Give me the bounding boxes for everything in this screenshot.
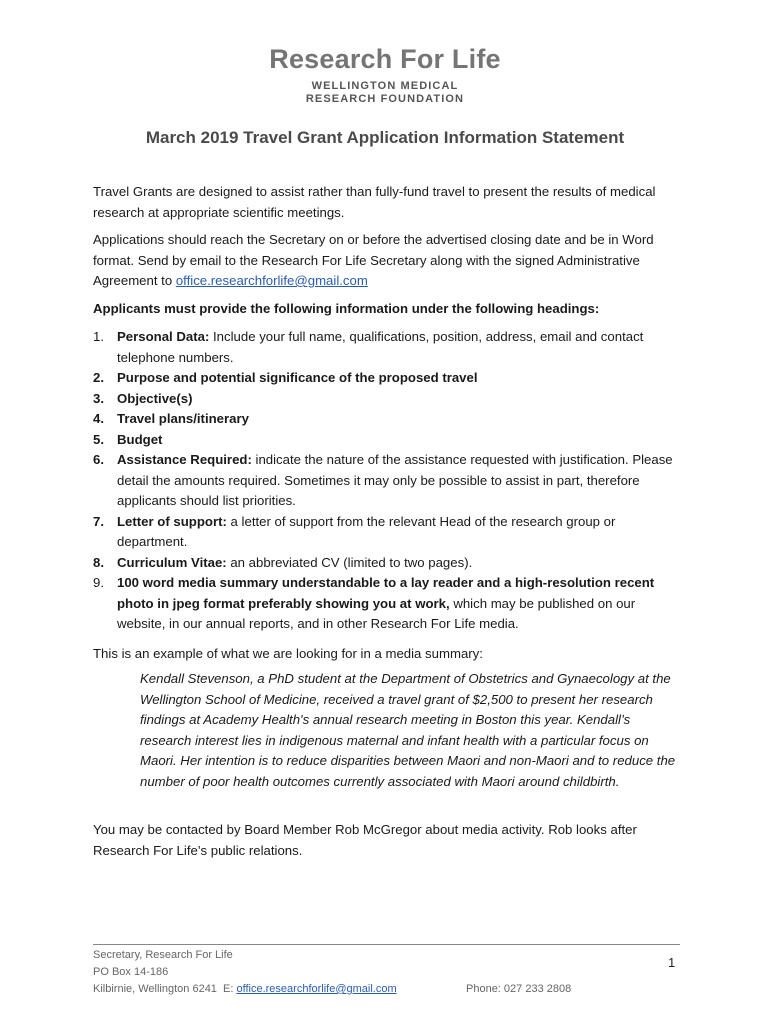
example-media-summary: Kendall Stevenson, a PhD student at the Department of Obstetrics and Gynaecology at the Wellington School of Medicine, received a travel grant of $2,500 to present her research findings at Academy Health's annual research meeting in Boston this year. Kendall’s research interest lies in indigenous maternal and infant health with a particular focus on Maori. Her intention is to reduce disparities between Maori and non-Maori and to reduce the number of poor health outcomes currently associated with Maori around childbirth. bbox=[140, 671, 676, 789]
list-item-text: indicate the nature of the assistance requested with justification. Please detail the amounts required. Sometimes it may only be possible to assist in part, therefore applicants should list priorities. bbox=[117, 452, 673, 508]
footer-divider bbox=[93, 944, 680, 945]
intro-paragraph: Travel Grants are designed to assist rather than fully-fund travel to present the results of medical research at appropriate scientific meetings. bbox=[93, 184, 656, 220]
footer-line-3 bbox=[93, 983, 397, 995]
footer-email-link[interactable]: office.researchforlife@gmail.com bbox=[236, 983, 397, 995]
submission-email-link[interactable]: office.researchforlife@gmail.com bbox=[175, 273, 368, 288]
list-item bbox=[93, 430, 683, 451]
list-item bbox=[93, 573, 683, 635]
list-item-heading: Assistance Required: bbox=[117, 452, 252, 467]
list-item-heading: Personal Data: bbox=[117, 329, 210, 344]
list-item-heading: 100 word media summary understandable to a lay reader and a high-resolution recent photo in jpeg format preferably showing you at work, bbox=[117, 575, 655, 611]
contact-paragraph: You may be contacted by Board Member Rob McGregor about media activity. Rob looks after Research For Life’s public relations. bbox=[93, 822, 637, 858]
list-item bbox=[93, 512, 683, 553]
logo-subtitle-line1: WELLINGTON MEDICAL bbox=[311, 80, 459, 92]
footer-phone: Phone: 027 233 2808 bbox=[466, 983, 572, 995]
list-item bbox=[93, 368, 683, 389]
list-item bbox=[93, 327, 683, 368]
example-intro: This is an example of what we are looking for in a media summary: bbox=[93, 646, 483, 661]
list-item-number: 9. bbox=[93, 575, 104, 590]
list-item-number: 6. bbox=[93, 452, 104, 467]
list-item-number: 1. bbox=[93, 329, 104, 344]
list-item-number: 8. bbox=[93, 554, 104, 570]
list-item-text: which may be published on our website, in our annual reports, and in other Research For Life media. bbox=[117, 595, 636, 631]
list-item-heading: Budget bbox=[117, 431, 163, 447]
list-item-number: 4. bbox=[93, 411, 104, 426]
document-title: March 2019 Travel Grant Application Information Statement bbox=[145, 128, 625, 147]
footer-line-1: Secretary, Research For Life bbox=[93, 949, 233, 961]
footer-address: Kilbirnie, Wellington 6241 E: bbox=[93, 983, 237, 995]
list-item-text: Include your full name, qualifications, position, address, email and contact telephone numbers. bbox=[117, 329, 644, 365]
list-item bbox=[93, 389, 683, 410]
list-item-text: an abbreviated CV (limited to two pages). bbox=[226, 554, 473, 570]
list-item-heading: Letter of support: bbox=[117, 513, 227, 529]
list-item-text: a letter of support from the relevant Head of the research group or department. bbox=[117, 513, 616, 549]
list-item bbox=[93, 450, 683, 512]
list-item-number: 3. bbox=[93, 390, 104, 406]
requirements-list bbox=[93, 327, 683, 635]
list-item-number: 5. bbox=[93, 431, 104, 447]
list-item-heading: Curriculum Vitae: bbox=[117, 554, 227, 570]
headings-intro: Applicants must provide the following information under the following headings: bbox=[93, 301, 600, 316]
footer-line-2: PO Box 14-186 bbox=[93, 966, 169, 978]
list-item bbox=[93, 553, 683, 574]
list-item-heading: Travel plans/itinerary bbox=[117, 411, 249, 426]
logo-subtitle-line2: RESEARCH FOUNDATION bbox=[305, 93, 465, 105]
list-item-heading: Objective(s) bbox=[117, 390, 193, 406]
logo-title: Research For Life bbox=[269, 44, 501, 74]
list-item-heading: Purpose and potential significance of the proposed travel bbox=[117, 370, 478, 385]
list-item-number: 2. bbox=[93, 370, 104, 385]
list-item bbox=[93, 409, 683, 430]
submission-text: Applications should reach the Secretary on or before the advertised closing date and be in Word format. Send by email to the Research For Life Secretary along with the signed Administrative Agreement to bbox=[93, 232, 654, 288]
list-item-number: 7. bbox=[93, 513, 104, 529]
submission-paragraph bbox=[93, 230, 683, 292]
page-number: 1 bbox=[668, 955, 676, 970]
